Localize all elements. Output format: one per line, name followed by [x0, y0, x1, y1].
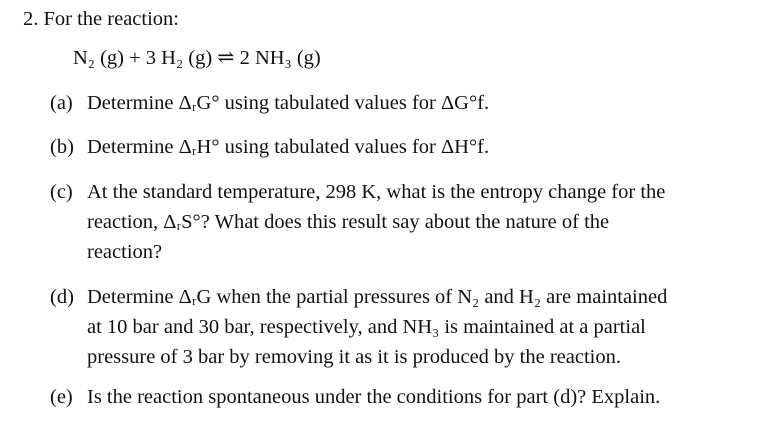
part-a-label: (a) — [50, 92, 73, 114]
part-e-label: (e) — [50, 386, 73, 408]
part-d-label: (d) — [50, 286, 74, 308]
part-c-line-2: reaction, ΔᵣS°? What does this result say about the nature of the — [87, 211, 610, 233]
part-d-line-3: pressure of 3 bar by removing it as it is produced by the reaction. — [87, 346, 621, 368]
part-b-text: Determine ΔᵣH° using tabulated values for ΔH°f. — [87, 136, 490, 158]
question-part-a — [50, 88, 755, 118]
question-part-b — [50, 132, 755, 162]
part-d-line-1: Determine ΔᵣG when the partial pressures of N₂ and H₂ are maintained — [87, 286, 668, 308]
part-b-label: (b) — [50, 136, 74, 158]
part-c-line-3: reaction? — [87, 241, 163, 263]
part-c-label: (c) — [50, 181, 73, 203]
problem-heading — [23, 4, 179, 34]
part-d-line-2: at 10 bar and 30 bar, respectively, and NH₃ is maintained at a partial — [87, 316, 646, 338]
part-a-text: Determine ΔᵣG° using tabulated values for ΔG°f. — [87, 92, 490, 114]
problem-heading-text: 2. For the reaction: — [23, 8, 179, 30]
reaction-equation — [73, 43, 321, 73]
part-c-line-1: At the standard temperature, 298 K, what is the entropy change for the — [87, 181, 666, 203]
question-part-e — [50, 382, 755, 412]
question-part-d — [50, 282, 755, 372]
reaction-equation-text: N₂ (g) + 3 H₂ (g) ⇌ 2 NH₃ (g) — [73, 47, 321, 69]
part-e-text: Is the reaction spontaneous under the conditions for part (d)? Explain. — [87, 386, 661, 408]
question-part-c — [50, 177, 755, 267]
